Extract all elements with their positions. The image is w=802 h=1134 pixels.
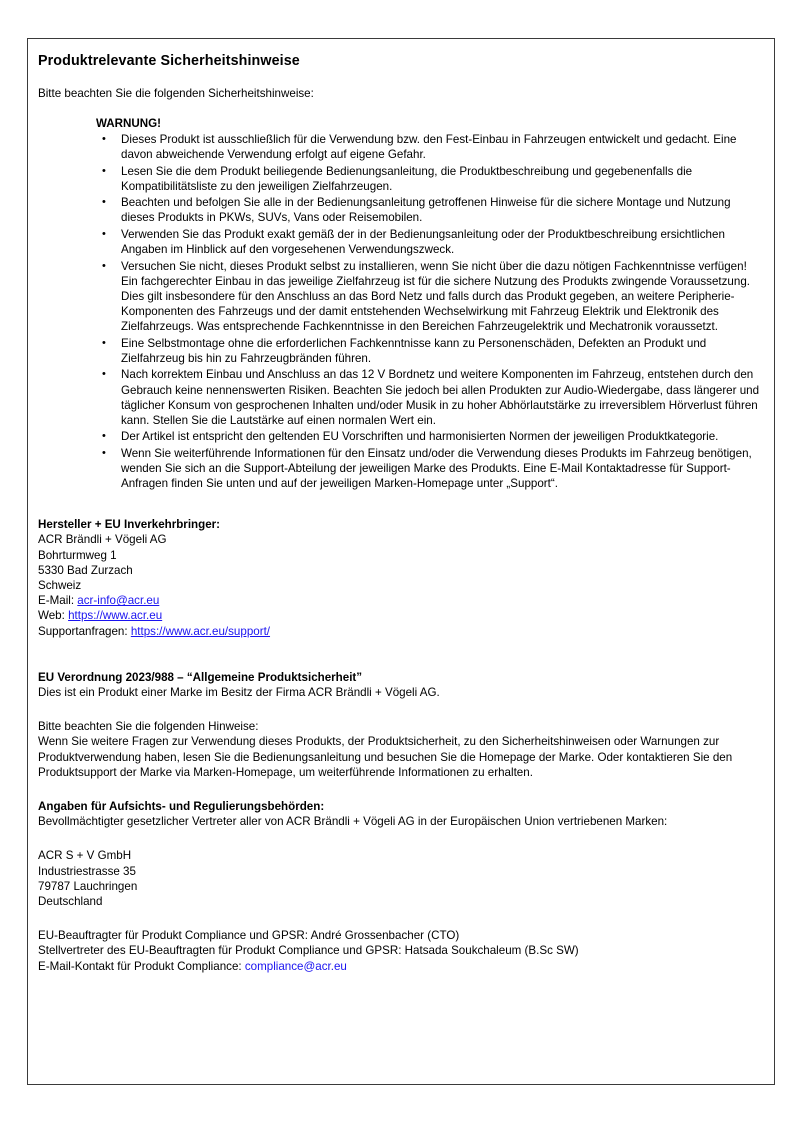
support-label: Supportanfragen:	[38, 624, 131, 638]
warning-section	[38, 117, 762, 491]
authorities-body: Bevollmächtigter gesetzlicher Vertreter aller von ACR Brändli + Vögeli AG in der Europäischen Union vertriebenen Marken:	[38, 815, 668, 829]
manufacturer-heading: Hersteller + EU Inverkehrbringer:	[38, 518, 221, 532]
bullet-icon: •	[102, 430, 106, 443]
authorities-section	[38, 799, 762, 829]
manufacturer-street: Bohrturmweg 1	[38, 548, 117, 562]
list-item	[96, 164, 762, 194]
manufacturer-email-link[interactable]: acr-info@acr.eu	[77, 594, 160, 608]
manufacturer-company: ACR Brändli + Vögeli AG	[38, 533, 167, 547]
authorities-heading: Angaben für Aufsichts- und Regulierungsbehörden:	[38, 800, 325, 813]
list-item-text: Verwenden Sie das Produkt exakt gemäß der in der Bedienungsanleitung oder der Produktbeschreibung ersichtlichen Angaben im Hinblick auf den vorgesehenen Verwendungszweck.	[121, 228, 725, 257]
list-item	[96, 429, 762, 444]
bullet-icon: •	[102, 336, 106, 349]
manufacturer-web-line	[38, 608, 762, 623]
eu-notice-body: Wenn Sie weitere Fragen zur Verwendung dieses Produkts, der Produktsicherheit, zu den Sicherheitshinweisen oder Warnungen zur Produktverwendung haben, lesen Sie die Bedienungsanleitung und besuchen Sie die Homepage der Marke. Oder kontaktieren Sie den Produktsupport der Marke via Marken-Homepage, um weiterführende Informationen zu erhalten.	[38, 735, 733, 779]
manufacturer-web-link[interactable]: https://www.acr.eu	[68, 609, 163, 623]
representative-country: Deutschland	[38, 895, 103, 909]
bullet-icon: •	[102, 164, 106, 177]
bullet-icon: •	[102, 446, 106, 459]
intro-text: Bitte beachten Sie die folgenden Sicherheitshinweise:	[38, 87, 314, 100]
list-item	[96, 259, 762, 334]
warning-heading: WARNUNG!	[96, 117, 162, 130]
list-item	[96, 227, 762, 257]
compliance-email-label: E-Mail-Kontakt für Produkt Compliance:	[38, 959, 245, 973]
manufacturer-support-line	[38, 624, 762, 639]
list-item-text: Lesen Sie die dem Produkt beiliegende Bedienungsanleitung, die Produktbeschreibung und gegebenenfalls die Kompatibilitätsliste zu den jeweiligen Zielfahrzeugen.	[121, 164, 693, 193]
list-item-text: Dieses Produkt ist ausschließlich für die Verwendung bzw. den Fest-Einbau in Fahrzeugen entwickelt und gedacht. Eine davon abweichende Verwendung erfolgt auf eigene Gefahr.	[121, 133, 737, 162]
list-item-text: Nach korrektem Einbau und Anschluss an das 12 V Bordnetz und weitere Komponenten im Fahrzeug, entstehen durch den Gebrauch keine nennenswerten Risiken. Beachten Sie jedoch bei allen Produkten zur Audio-Wiedergabe, dass längerer und täglicher Konsum von gesprochenen Inhalten und/oder Musik in zu hoher Abhörlautstärke zu irreversiblem Hörverlust führen kann. Stellen Sie die Lautstärke auf einen normalen Wert ein.	[121, 368, 760, 427]
eu-notice-section	[38, 719, 762, 780]
compliance-officers-section	[38, 928, 762, 974]
eu-notice-heading: Bitte beachten Sie die folgenden Hinweise:	[38, 720, 259, 734]
representative-city: 79787 Lauchringen	[38, 879, 138, 893]
page-title: Produktrelevante Sicherheitshinweise	[38, 53, 300, 69]
manufacturer-country: Schweiz	[38, 578, 82, 592]
document-page	[27, 38, 775, 1085]
list-item-text: Beachten und befolgen Sie alle in der Bedienungsanleitung getroffenen Hinweise für die sichere Montage und Nutzung dieses Produkts in PKWs, SUVs, Vans oder Reisemobilen.	[121, 196, 731, 225]
bullet-icon: •	[102, 259, 106, 272]
bullet-icon: •	[102, 228, 106, 241]
representative-company: ACR S + V GmbH	[38, 849, 132, 863]
compliance-officer-line: EU-Beauftragter für Produkt Compliance und GPSR: André Grossenbacher (CTO)	[38, 929, 460, 943]
eu-representative-address	[38, 848, 762, 909]
list-item	[96, 446, 762, 491]
email-label: E-Mail:	[38, 594, 78, 608]
manufacturer-section	[38, 517, 762, 639]
deputy-compliance-officer-line: Stellvertreter des EU-Beauftragten für Produkt Compliance und GPSR: Hatsada Soukchaleum (B.Sc SW)	[38, 944, 579, 958]
bullet-icon: •	[102, 196, 106, 209]
compliance-email-line	[38, 959, 762, 974]
warning-list	[96, 132, 762, 491]
list-item-text: Eine Selbstmontage ohne die erforderlichen Fachkenntnisse kann zu Personenschäden, Defekten an Produkt und Zielfahrzeug bis hin zu Fahrzeugbränden führen.	[121, 336, 707, 365]
list-item	[96, 336, 762, 366]
bullet-icon: •	[102, 368, 106, 381]
list-item	[96, 132, 762, 162]
list-item-text: Versuchen Sie nicht, dieses Produkt selbst zu installieren, wenn Sie nicht über die dazu nötigen Fachkenntnisse verfügen! Ein fachgerechter Einbau in das jeweilige Zielfahrzeug ist für die sichere Nutzung des Produkts zwingende Voraussetzung. Dies gilt insbesondere für den Anschluss an das Bord Netz und falls durch das Produkt gegeben, an weitere Peripherie-Komponenten des Fahrzeugs und der damit entstehenden Wechselwirkung mit Fahrzeug Elektrik und Elektronik des Zielfahrzeugs. Was entsprechende Fachkenntnisse in den Bereichen Fahrzeugelektrik und Mechatronik voraussetzt.	[121, 259, 751, 334]
compliance-email-link[interactable]: compliance@acr.eu	[244, 959, 347, 973]
manufacturer-email-line	[38, 593, 762, 608]
eu-regulation-line: Dies ist ein Produkt einer Marke im Besitz der Firma ACR Brändli + Vögeli AG.	[38, 685, 440, 699]
list-item	[96, 195, 762, 225]
web-label: Web:	[38, 609, 69, 623]
representative-street: Industriestrasse 35	[38, 864, 136, 878]
list-item	[96, 367, 762, 427]
bullet-icon: •	[102, 133, 106, 145]
eu-regulation-section	[38, 670, 762, 700]
list-item-text: Der Artikel ist entspricht den geltenden EU Vorschriften und harmonisierten Normen der jeweiligen Produktkategorie.	[121, 430, 719, 444]
list-item-text: Wenn Sie weiterführende Informationen für den Einsatz und/oder die Verwendung dieses Produkts im Fahrzeug benötigen, wenden Sie sich an die Support-Abteilung der jeweiligen Marke des Produkts. Eine E-Mail Kontaktadresse für Support-Anfragen finden Sie unten und auf der jeweiligen Marken-Homepage unter „Support“.	[121, 446, 752, 491]
eu-regulation-heading: EU Verordnung 2023/988 – “Allgemeine Produktsicherheit”	[38, 670, 363, 684]
manufacturer-support-link[interactable]: https://www.acr.eu/support/	[130, 624, 271, 638]
manufacturer-city: 5330 Bad Zurzach	[38, 563, 133, 577]
